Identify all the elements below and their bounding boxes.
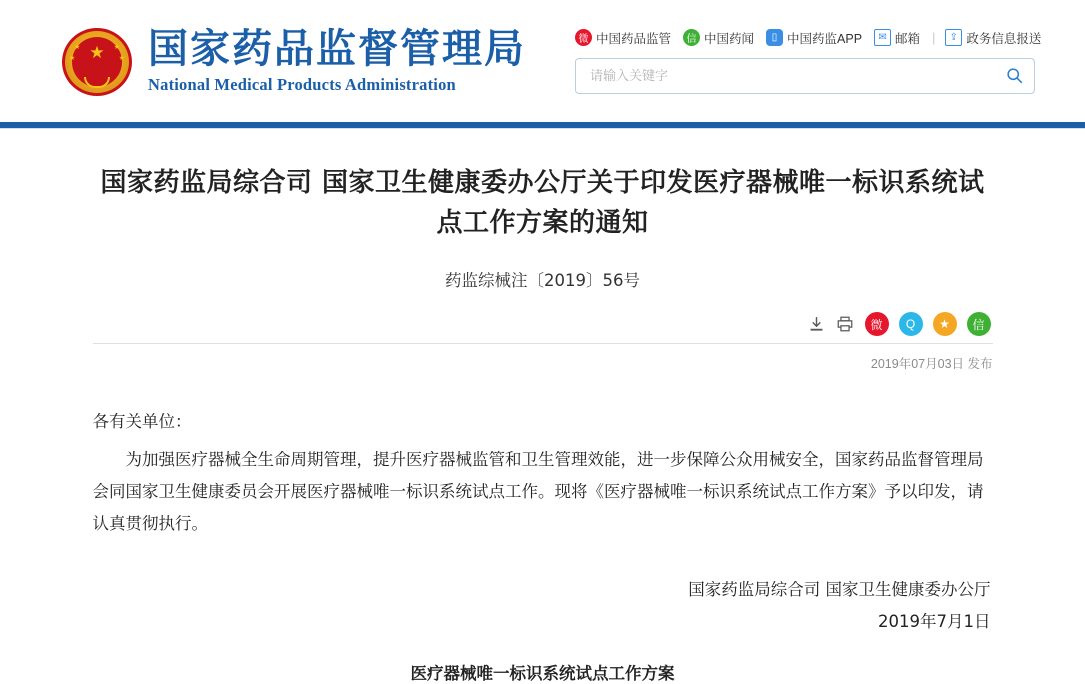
quicklink-label: 邮箱 xyxy=(895,31,921,46)
quicklink-label: 政务信息报送 xyxy=(966,31,1042,46)
share-weibo-icon[interactable]: 微 xyxy=(865,312,889,336)
salutation: 各有关单位： xyxy=(92,412,192,431)
national-emblem: ★ ★ ★ ★ ★ xyxy=(60,24,134,98)
signature-date: 2019年7月1日 xyxy=(878,612,991,631)
wechat-icon: 信 xyxy=(683,29,700,46)
article xyxy=(93,129,993,684)
quicklink-label: 中国药品监管 xyxy=(596,31,672,46)
quicklink-mail[interactable] xyxy=(874,29,920,47)
share-qzone-icon[interactable]: Q xyxy=(899,312,923,336)
signature-block xyxy=(93,574,993,638)
signature-issuers: 国家药监局综合司 国家卫生健康委办公厅 xyxy=(688,580,991,599)
government-report-icon: ⇪ xyxy=(945,29,962,46)
article-toolbar xyxy=(93,311,993,337)
mobile-app-icon: ▯ xyxy=(766,29,783,46)
site-title-cn: 国家药品监督管理局 xyxy=(148,26,526,72)
search-bar[interactable] xyxy=(575,58,1035,94)
site-header xyxy=(0,0,1085,122)
page-title: 国家药监局综合司 国家卫生健康委办公厅关于印发医疗器械唯一标识系统试点工作方案的通知 xyxy=(100,168,985,238)
download-glyph xyxy=(808,316,825,333)
quicklink-app[interactable] xyxy=(766,29,862,47)
download-icon[interactable] xyxy=(807,313,827,335)
search-input[interactable] xyxy=(588,67,1000,84)
search-icon xyxy=(1006,67,1023,84)
attachment-title: 医疗器械唯一标识系统试点工作方案 xyxy=(410,664,675,683)
document-number: 药监综械注〔2019〕56号 xyxy=(445,271,640,290)
share-wechat-icon[interactable]: 信 xyxy=(967,312,991,336)
quicklink-weibo[interactable] xyxy=(575,29,671,47)
print-icon[interactable] xyxy=(835,313,855,335)
quicklink-wechat[interactable] xyxy=(683,29,754,47)
weibo-icon: 微 xyxy=(575,29,592,46)
body-paragraph-1: 为加强医疗器械全生命周期管理，提升医疗器械监管和卫生管理效能，进一步保障公众用械安全，国家药品监督管理局会同国家卫生健康委员会开展医疗器械唯一标识系统试点工作。现将《医疗器械唯一标识系统试点工作方案》予以印发，请认真贯彻执行。 xyxy=(92,450,984,533)
article-body xyxy=(93,406,993,540)
quicklink-label: 中国药监APP xyxy=(787,31,863,46)
quicklink-label: 中国药闻 xyxy=(704,31,755,46)
publish-meta: 2019年07月03日 发布 xyxy=(93,343,993,372)
mail-icon: ✉ xyxy=(874,29,891,46)
print-glyph xyxy=(836,315,854,333)
search-button[interactable] xyxy=(1000,62,1028,90)
header-right xyxy=(575,29,1045,94)
share-favorite-icon[interactable]: ★ xyxy=(933,312,957,336)
quicklink-divider: | xyxy=(932,30,936,45)
quick-links xyxy=(575,29,1045,47)
site-title-en: National Medical Products Administration xyxy=(148,75,456,94)
site-title-block xyxy=(148,27,526,95)
quicklink-gov-report[interactable] xyxy=(945,29,1041,47)
